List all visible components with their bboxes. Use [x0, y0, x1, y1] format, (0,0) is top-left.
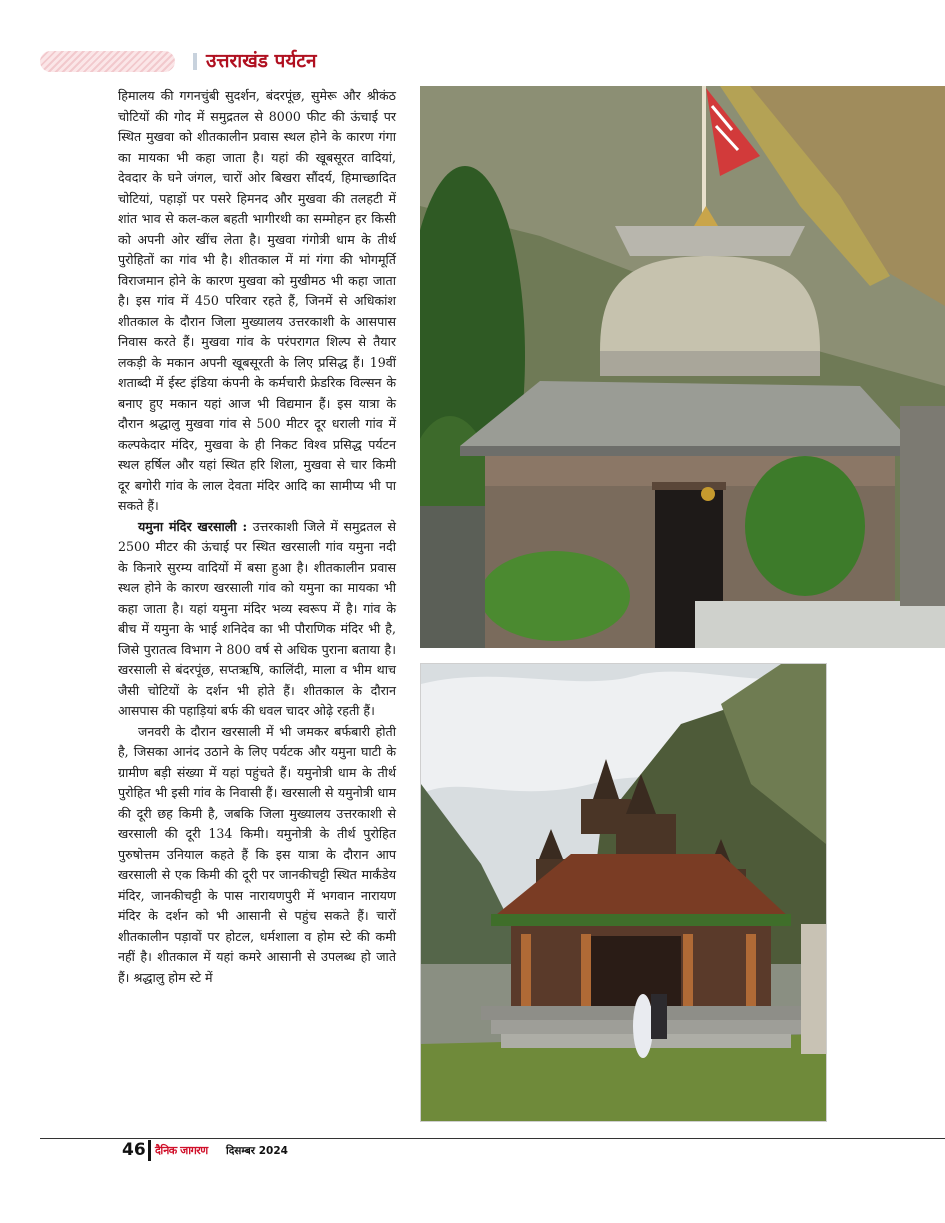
paragraph-mukhwa: हिमालय की गगनचुंबी सुदर्शन, बंदरपूंछ, सुमेरू और श्रीकंठ चोटियों की गोद में समुद्रतल से 8000 फीट की ऊंचाई पर स्थित मुखवा को शीतकालीन प्रवास स्थल होने के कारण गंगा का मायका भी कहा जाता है। यहां की खूबसूरत वादियां, देवदार के घने जंगल, चारों ओर बिखरा सौंदर्य, हिमाच्छादित चोटियां, पहाड़ों पर पसरे हिमनद और मुखवा की तलहटी में शांत भाव से कल-कल बहती भागीरथी का सम्मोहन हर किसी को अपनी ओर खींच लेता है। मुखवा गंगोत्री धाम के तीर्थ पुरोहितों का गांव भी है। शीतकाल में मां गंगा की भोगमूर्ति विराजमान होने के कारण मुखवा को मुखीमठ भी कहा जाता है। इस गांव में 450 परिवार रहते हैं, जिनमें से अधिकांश शीतकाल के दौरान जिला मुख्यालय उत्तरकाशी के आसपास निवास करते हैं। मुखवा गांव के परंपरागत शिल्प से तैयार लकड़ी के मकान अपनी खूबसूरती के लिए प्रसिद्ध हैं। 19वीं शताब्दी में ईस्ट इंडिया कंपनी के कर्मचारी फ्रेडरिक विल्सन के बनाए हुए मकान यहां आज भी विद्यमान हैं। इस यात्रा के दौरान श्रद्धालु मुखवा गांव से 500 मीटर दूर धराली गांव में कल्पकेदार मंदिर, मुखवा के ही निकट विश्व प्रसिद्ध पर्यटन स्थल हर्षिल और यहां स्थित हरि शिला, मुखवा से चार किमी दूर बगोरी गांव के लाल देवता मंदिर आदि का सामीप्य भी पा सकते हैं।	[118, 88, 396, 513]
issue-date: दिसम्बर 2024	[226, 1145, 288, 1157]
paragraph-kharsali-body: उत्तरकाशी जिले में समुद्रतल से 2500 मीटर की ऊंचाई पर स्थित खरसाली गांव यमुना नदी के किनारे सुरम्य वादियों में बसा हुआ है। शीतकालीन प्रवास स्थल होने के कारण खरसाली गांव को यमुना का मायका भी कहा जाता है। यहां यमुना मंदिर भव्य स्वरूप में है। गांव के बीच में यमुना के भाई शनिदेव का भी पौराणिक मंदिर भी है, जिसे पुरातत्व विभाग ने 800 वर्ष से अधिक पुराना बताया है। खरसाली से बंदरपूंछ, सप्तऋषि, कालिंदी, माला व भीम थाच जैसी चोटियों के दर्शन भी होते हैं। शीतकाल के दौरान आसपास की पहाड़ियां बर्फ की धवल चादर ओढ़े रहती हैं।	[118, 518, 396, 718]
yamuna-temple-illustration	[421, 664, 826, 1121]
section-title: उत्तराखंड पर्यटन	[206, 50, 317, 72]
temple-illustration	[420, 86, 945, 648]
photo-yamuna-temple-kharsali	[420, 663, 827, 1122]
footer-rule	[40, 1138, 945, 1139]
header-divider	[193, 53, 197, 70]
paragraph-january: जनवरी के दौरान खरसाली में भी जमकर बर्फबारी होती है, जिसका आनंद उठाने के लिए पर्यटक और यमुना घाटी के ग्रामीण बड़ी संख्या में यहां पहुंचते हैं। यमुनोत्री धाम के तीर्थ पुरोहित भी इसी गांव के निवासी हैं। खरसाली से यमुनोत्री धाम की दूरी छह किमी है, जबकि जिला मुख्यालय उत्तरकाशी से खरसाली की दूरी 134 किमी। यमुनोत्री के तीर्थ पुरोहित पुरुषोत्तम उनियाल कहते हैं कि इस यात्रा के दौरान आप खरसाली से एक किमी की दूरी पर जानकीचट्टी स्थित मार्कंडेय मंदिर, जानकीचट्टी के पास नारायणपुरी में भगवान नारायण मंदिर के दर्शन को भी आसानी से पहुंच सकते हैं। चारों शीतकालीन पड़ावों पर होटल, धर्मशाला व होम स्टे की कमी नहीं है। शीतकाल में यहां कमरे आसानी से उपलब्ध हो जाते हैं। श्रद्धालु होम स्टे में	[118, 723, 396, 985]
header-decoration-pill	[40, 51, 175, 72]
photo-mukhwa-temple	[420, 86, 945, 648]
page-number: 46	[122, 1140, 146, 1160]
subheading-yamuna-mandir: यमुना मंदिर खरसाली :	[138, 518, 248, 534]
footer-divider	[148, 1140, 151, 1161]
paragraph-kharsali	[118, 517, 396, 722]
magazine-logo: दैनिक जागरण	[155, 1144, 208, 1157]
article-text-column	[118, 86, 396, 988]
